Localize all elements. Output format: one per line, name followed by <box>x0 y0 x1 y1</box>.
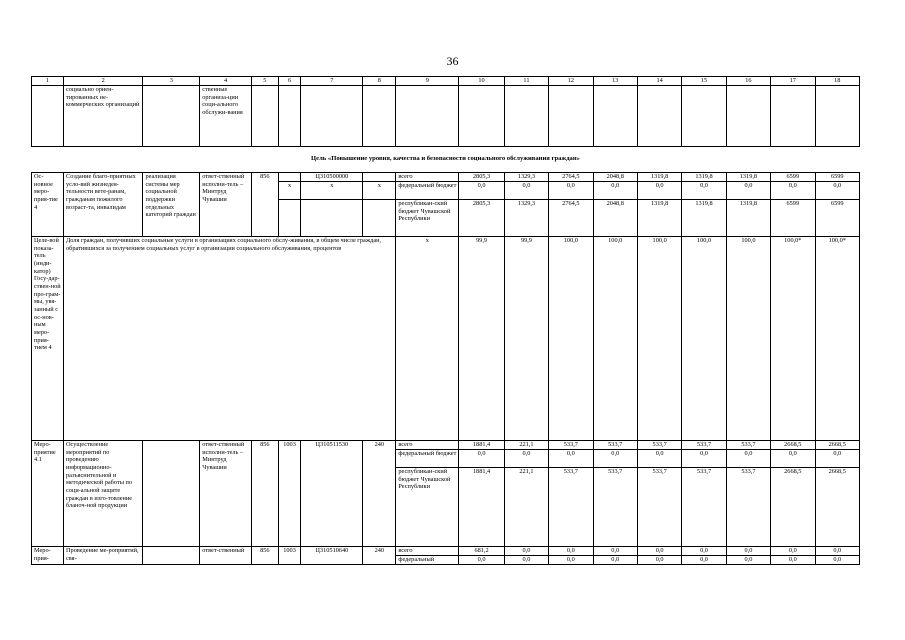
table-cell: 100,0 <box>726 237 770 441</box>
column-number: 17 <box>771 77 815 86</box>
table-cell: 221,1 <box>504 441 548 450</box>
table-cell: 100,0 <box>549 237 593 441</box>
table-cell: 0,0 <box>637 556 681 565</box>
table-cell: 0,0 <box>593 450 637 468</box>
table-cell: 0,0 <box>637 547 681 556</box>
table-cell: 0,0 <box>637 450 681 468</box>
table-cell: 1319,8 <box>637 200 681 237</box>
table-cell: 2048,8 <box>593 200 637 237</box>
table-cell <box>593 86 637 147</box>
column-number: 16 <box>726 77 770 86</box>
table-cell: 2668,5 <box>815 441 860 450</box>
table-cell: 2668,5 <box>771 441 815 450</box>
table-cell: ответ-ственный исполни-тель – Минтруд Чувашии <box>200 173 252 237</box>
table-cell: социально ориен-тированных не-коммерческих организаций <box>64 86 143 147</box>
column-number: 10 <box>459 77 504 86</box>
table-cell: 6599 <box>771 200 815 237</box>
table-cell: 0,0 <box>549 556 593 565</box>
table-cell: 856 <box>251 173 278 237</box>
table-cell <box>143 86 200 147</box>
table-cell: 0,0 <box>726 182 770 200</box>
table-cell: 533,7 <box>726 468 770 547</box>
table-cell <box>815 86 860 147</box>
table-cell: ответ-ственный <box>200 547 252 565</box>
table-cell: 0,0 <box>682 556 726 565</box>
table-cell: 1881,4 <box>459 468 504 547</box>
column-number: 1 <box>32 77 64 86</box>
column-number: 6 <box>278 77 301 86</box>
table-cell: Меро-прия- <box>32 547 64 565</box>
table-cell: x <box>278 182 301 200</box>
column-number: 5 <box>251 77 278 86</box>
table-cell: 0,0 <box>815 182 860 200</box>
budget-table <box>31 76 860 565</box>
table-cell: Доля граждан, получивших социальные услуги в организациях социального обслу-живания, в общем числе граждан, обратившихся за получением социальных услуг в организации социального обслуживания, процентов <box>64 237 396 441</box>
table-cell: 1003 <box>278 547 301 565</box>
table-cell: 0,0 <box>593 547 637 556</box>
table-cell <box>363 200 396 237</box>
table-cell: всего <box>396 173 459 182</box>
column-number: 15 <box>682 77 726 86</box>
table-cell: 2048,8 <box>593 173 637 182</box>
table-cell <box>549 86 593 147</box>
table-row <box>32 441 860 450</box>
table-cell: Проведение ме-роприятий, свя- <box>64 547 143 565</box>
table-cell: 0,0 <box>815 450 860 468</box>
table-cell: 0,0 <box>771 182 815 200</box>
goal-heading: Цель «Повышение уровня, качества и безопасности социального обслуживания граждан» <box>32 147 860 173</box>
table-cell: Ос-новное меро-прия-тие 4 <box>32 173 64 237</box>
table-cell <box>143 547 200 565</box>
table-cell: 1329,3 <box>504 200 548 237</box>
table-row <box>32 173 860 182</box>
table-cell: 2805,3 <box>459 200 504 237</box>
table-cell <box>363 173 396 182</box>
table-cell <box>637 86 681 147</box>
table-cell: 0,0 <box>504 450 548 468</box>
table-cell: 100,0* <box>815 237 860 441</box>
table-cell <box>32 86 64 147</box>
table-cell: 0,0 <box>682 450 726 468</box>
table-cell: ответ-ственный исполни-тель – Минтруд Чувашии <box>200 441 252 547</box>
table-cell: 533,7 <box>682 468 726 547</box>
table-cell: федеральный <box>396 556 459 565</box>
table-cell <box>363 86 396 147</box>
table-cell <box>301 86 363 147</box>
table-cell: 1003 <box>278 441 301 547</box>
table-cell: Ц310510640 <box>301 547 363 565</box>
table-cell <box>771 86 815 147</box>
table-cell: 0,0 <box>726 547 770 556</box>
table-cell: 0,0 <box>593 556 637 565</box>
table-cell: 533,7 <box>593 468 637 547</box>
column-number: 7 <box>301 77 363 86</box>
table-cell: 533,7 <box>726 441 770 450</box>
table-cell: ственные организа-ции соци-ального обслужи-вания <box>200 86 252 147</box>
table-cell: 1329,3 <box>504 173 548 182</box>
column-number: 18 <box>815 77 860 86</box>
table-cell: 0,0 <box>771 547 815 556</box>
table-cell: 6599 <box>815 200 860 237</box>
table-cell: 99,9 <box>504 237 548 441</box>
column-number: 2 <box>64 77 143 86</box>
table-cell: 0,0 <box>504 556 548 565</box>
table-cell: 0,0 <box>726 556 770 565</box>
table-cell: x <box>301 182 363 200</box>
table-cell: 100,0 <box>637 237 681 441</box>
table-cell <box>726 86 770 147</box>
column-number: 3 <box>143 77 200 86</box>
table-cell: Меро-приятие 4.1 <box>32 441 64 547</box>
table-cell: 0,0 <box>771 556 815 565</box>
table-cell: 0,0 <box>593 182 637 200</box>
table-cell: 1319,8 <box>682 200 726 237</box>
table-cell: 533,7 <box>549 441 593 450</box>
table-cell: 0,0 <box>504 182 548 200</box>
table-cell: 100,0* <box>771 237 815 441</box>
table-cell: 0,0 <box>637 182 681 200</box>
table-cell: 100,0 <box>682 237 726 441</box>
table-cell: 6599 <box>815 173 860 182</box>
table-cell: 240 <box>363 441 396 547</box>
table-cell: 1319,8 <box>637 173 681 182</box>
table-cell: 0,0 <box>815 556 860 565</box>
table-cell: 221,1 <box>504 468 548 547</box>
table-cell: x <box>396 237 459 441</box>
table-cell: 1319,8 <box>682 173 726 182</box>
table-cell: 533,7 <box>549 468 593 547</box>
indicator-row <box>32 237 860 441</box>
table-cell: x <box>363 182 396 200</box>
goal-row <box>32 147 860 173</box>
table-cell: федеральный бюджет <box>396 450 459 468</box>
table-cell <box>459 86 504 147</box>
column-number: 13 <box>593 77 637 86</box>
column-number: 11 <box>504 77 548 86</box>
table-cell: 99,9 <box>459 237 504 441</box>
table-cell <box>278 173 301 182</box>
table-cell: 2764,5 <box>549 173 593 182</box>
table-cell: 1881,4 <box>459 441 504 450</box>
table-cell: всего <box>396 547 459 556</box>
column-number: 9 <box>396 77 459 86</box>
table-cell: 0,0 <box>459 450 504 468</box>
column-number: 12 <box>549 77 593 86</box>
table-cell <box>301 200 363 237</box>
table-cell: 533,7 <box>682 441 726 450</box>
table-cell: 533,7 <box>593 441 637 450</box>
table-cell: республикан-ский бюджет Чувашской Республики <box>396 468 459 547</box>
header-row <box>32 77 860 86</box>
table-cell: 0,0 <box>815 547 860 556</box>
table-cell: 2805,3 <box>459 173 504 182</box>
table-cell: 681,2 <box>459 547 504 556</box>
table-cell <box>504 86 548 147</box>
table-cell: Ц310511530 <box>301 441 363 547</box>
page-number: 36 <box>446 54 459 68</box>
table-cell: республикан-ский бюджет Чувашской Республики <box>396 200 459 237</box>
table-cell: Целе-вой показа-тель (инди-катор) Госу-дар-ствен-ной про-грам-мы, увя-занный с ос-нов-ным меро-прия-тием 4 <box>32 237 64 441</box>
table-cell: 0,0 <box>549 547 593 556</box>
table-cell: Ц310500000 <box>301 173 363 182</box>
table-cell: федеральный бюджет <box>396 182 459 200</box>
table-cell: Создание благо-приятных усло-вий жизнедея-тельности вете-ранам, гражданам пожилого возраст-та, инвалидам <box>64 173 143 237</box>
table-cell <box>278 86 301 147</box>
table-cell: 856 <box>251 441 278 547</box>
table-cell: 0,0 <box>682 547 726 556</box>
table-cell: 1319,8 <box>726 200 770 237</box>
column-number: 14 <box>637 77 681 86</box>
table-cell: Осуществление мероприятий по проведению информационно-разъяснительной и методической работы по соци-альной защите граждан в изго-товление бланоч-ной продукции <box>64 441 143 547</box>
table-cell: 2668,5 <box>771 468 815 547</box>
table-cell <box>251 86 278 147</box>
table-cell: 0,0 <box>682 182 726 200</box>
table-cell <box>682 86 726 147</box>
table-cell: всего <box>396 441 459 450</box>
table-cell: 0,0 <box>459 556 504 565</box>
table-cell: 0,0 <box>726 450 770 468</box>
table-cell <box>278 200 301 237</box>
table-cell: 2668,5 <box>815 468 860 547</box>
table-cell: 0,0 <box>504 547 548 556</box>
table-cell: 0,0 <box>459 182 504 200</box>
column-number: 8 <box>363 77 396 86</box>
table-cell: 533,7 <box>637 441 681 450</box>
table-cell: 6599 <box>771 173 815 182</box>
table-row <box>32 86 860 147</box>
table-cell <box>396 86 459 147</box>
table-cell: 0,0 <box>771 450 815 468</box>
table-cell: 856 <box>251 547 278 565</box>
table-cell: 533,7 <box>637 468 681 547</box>
table-cell <box>143 441 200 547</box>
table-row <box>32 547 860 556</box>
table-cell: 240 <box>363 547 396 565</box>
table-cell: 100,0 <box>593 237 637 441</box>
column-number: 4 <box>200 77 252 86</box>
table-cell: 2764,5 <box>549 200 593 237</box>
table-cell: 1319,8 <box>726 173 770 182</box>
table-cell: реализация системы мер социальной поддержки отдельных категорий граждан <box>143 173 200 237</box>
table-cell: 0,0 <box>549 182 593 200</box>
table-cell: 0,0 <box>549 450 593 468</box>
